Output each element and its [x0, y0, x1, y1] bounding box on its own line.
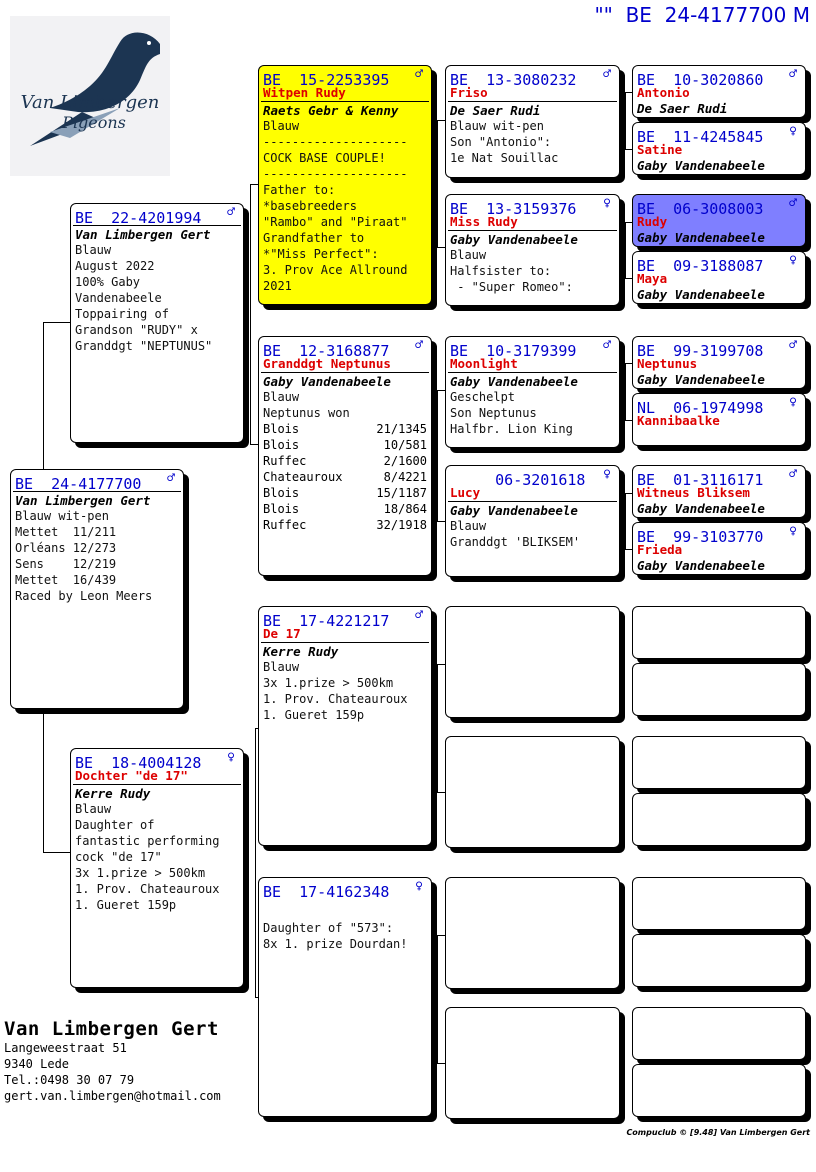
- connector: [437, 935, 438, 1063]
- footer-credit: Compuclub © [9.48] Van Limbergen Gert: [626, 1128, 810, 1137]
- connector: [625, 222, 626, 278]
- race-place: Blois: [263, 486, 300, 500]
- race-result-row: [263, 485, 427, 501]
- ring-number: BE 24-4177700: [15, 475, 142, 493]
- ring-number: BE 99-3199708: [637, 342, 764, 360]
- race-place: Ruffec: [263, 454, 307, 468]
- g-card-antonio[interactable]: [632, 65, 806, 118]
- empty-pedigree-card[interactable]: [632, 877, 806, 930]
- male-icon: ♂: [603, 67, 611, 82]
- connector: [625, 92, 632, 93]
- empty-pedigree-card[interactable]: [445, 877, 620, 989]
- connector: [625, 278, 632, 279]
- connector: [437, 120, 445, 121]
- info-line: cock "de 17": [75, 850, 162, 864]
- info-line: "Rambo" and "Piraat": [263, 215, 408, 229]
- breeder-name: Van Limbergen Gert: [75, 227, 211, 242]
- maternal-grandmother-card[interactable]: [258, 877, 432, 1117]
- pigeon-name: Witpen Rudy: [263, 86, 346, 100]
- owner-email[interactable]: gert.van.limbergen@hotmail.com: [4, 1089, 221, 1103]
- ring-number: BE 13-3159376: [450, 200, 577, 218]
- info-line: 1. Gueret 159p: [75, 898, 177, 912]
- male-icon: ♂: [415, 608, 423, 623]
- race-score: 15/1187: [376, 486, 427, 500]
- info-line: 3x 1.prize > 500km: [75, 866, 206, 880]
- owner-city: 9340 Lede: [4, 1057, 70, 1071]
- race-result-row: [263, 469, 427, 485]
- pigeon-name: Frieda: [637, 543, 683, 557]
- info-line: Raced by Leon Meers: [15, 589, 153, 603]
- info-line: Blauw: [263, 119, 300, 133]
- owner-street: Langeweestraat 51: [4, 1041, 127, 1055]
- connector: [625, 493, 632, 494]
- pigeon-name: Antonio: [637, 86, 690, 100]
- g-card-kannibaalke[interactable]: [632, 393, 806, 446]
- pigeon-name: Granddgt Neptunus: [263, 357, 391, 371]
- pigeon-name: Witneus Bliksem: [637, 486, 750, 500]
- ring-number: BE 01-3116171: [637, 471, 764, 489]
- ring-number: BE 17-4221217: [263, 612, 390, 630]
- breeder-name: Gaby Vandenabeele: [450, 374, 578, 389]
- info-line: 8x 1. prize Dourdan!: [263, 937, 408, 951]
- breeder-name: Gaby Vandenabeele: [637, 558, 765, 573]
- info-line: 100% Gaby: [75, 275, 141, 289]
- connector: [437, 792, 445, 793]
- logo-text-line2: Pigeons: [62, 113, 126, 132]
- race-place: Ruffec: [263, 518, 307, 532]
- info-line: Granddgt 'BLIKSEM': [450, 535, 581, 549]
- g-card-frieda[interactable]: [632, 522, 806, 575]
- ring-number: BE 99-3103770: [637, 528, 764, 546]
- breeder-name: Gaby Vandenabeele: [637, 158, 765, 173]
- info-line: Blauw: [263, 660, 300, 674]
- info-line: Blauw: [450, 519, 487, 533]
- info-line: Father to:: [263, 183, 336, 197]
- male-icon: ♂: [167, 471, 175, 486]
- info-line: 3. Prov Ace Allround: [263, 263, 408, 277]
- pigeon-name: Friso: [450, 86, 488, 100]
- connector: [43, 322, 44, 470]
- connector: [43, 322, 70, 323]
- connector: [437, 390, 438, 521]
- female-icon: ♀: [603, 196, 611, 211]
- race-score: 21/1345: [376, 422, 427, 436]
- empty-pedigree-card[interactable]: [632, 663, 806, 716]
- info-line: August 2022: [75, 259, 155, 273]
- race-place: Chateauroux: [263, 470, 343, 484]
- mother-card[interactable]: [70, 748, 244, 988]
- ring-number: BE 09-3188087: [637, 257, 764, 275]
- race-result-row: [263, 501, 427, 517]
- race-result-row: [263, 421, 427, 437]
- pigeon-name: Satine: [637, 143, 683, 157]
- race-place: Blois: [263, 502, 300, 516]
- male-icon: ♂: [789, 67, 797, 82]
- male-icon: ♂: [415, 67, 423, 82]
- info-line: Son "Antonio":: [450, 135, 552, 149]
- info-line: Blauw: [75, 802, 112, 816]
- info-line: - "Super Romeo":: [450, 280, 573, 294]
- pigeon-name: Kannibaalke: [637, 414, 720, 428]
- info-line: fantastic performing: [75, 834, 220, 848]
- info-line: Halfsister to:: [450, 264, 552, 278]
- male-icon: ♂: [603, 338, 611, 353]
- race-score: 18/864: [383, 502, 427, 516]
- info-line: Geschelpt: [450, 390, 516, 404]
- pedigree-title: "" BE 24-4177700 M: [594, 3, 810, 27]
- info-line: Blauw wit-pen: [15, 509, 109, 523]
- logo-text-line1: Van Limbergen: [20, 92, 160, 113]
- info-line: Mettet 11/211: [15, 525, 117, 539]
- connector: [437, 664, 445, 665]
- female-icon: ♀: [789, 524, 797, 539]
- empty-pedigree-card[interactable]: [632, 736, 806, 789]
- paternal-grandmother-card[interactable]: [258, 336, 432, 576]
- info-line: 1e Nat Souillac: [450, 151, 559, 165]
- info-line: Blauw: [75, 243, 112, 257]
- connector: [625, 363, 626, 420]
- pigeon-name: Maya: [637, 272, 668, 286]
- ring-number: BE 15-2253395: [263, 71, 390, 89]
- g-card-rudy[interactable]: [632, 194, 806, 247]
- ring-number: BE 13-3080232: [450, 71, 577, 89]
- pigeon-name: Rudy: [637, 215, 668, 229]
- male-icon: ♂: [789, 338, 797, 353]
- g-card-maya[interactable]: [632, 251, 806, 304]
- female-icon: ♀: [603, 467, 611, 482]
- info-line: 3x 1.prize > 500km: [263, 676, 394, 690]
- breeder-name: Gaby Vandenabeele: [637, 230, 765, 245]
- ring-number: NL 06-1974998: [637, 399, 764, 417]
- ring-number: BE 10-3179399: [450, 342, 577, 360]
- info-line: Daughter of "573":: [263, 921, 394, 935]
- empty-pedigree-card[interactable]: [445, 1007, 620, 1119]
- info-line: Blauw: [450, 248, 487, 262]
- breeder-name: Gaby Vandenabeele: [263, 374, 391, 389]
- female-icon: ♀: [227, 750, 235, 765]
- pigeon-name: Moonlight: [450, 357, 518, 371]
- connector: [437, 120, 438, 247]
- pigeon-name: De 17: [263, 627, 301, 641]
- race-score: 2/1600: [383, 454, 427, 468]
- info-line: *"Miss Perfect":: [263, 247, 379, 261]
- owner-phone: Tel.:0498 30 07 79: [4, 1073, 135, 1087]
- ring-number: BE 11-4245845: [637, 128, 764, 146]
- connector: [437, 390, 445, 391]
- owner-name: Van Limbergen Gert: [4, 1018, 219, 1040]
- empty-pedigree-card[interactable]: [632, 793, 806, 846]
- race-result-row: [263, 517, 427, 533]
- info-line: Orléans 12/273: [15, 541, 117, 555]
- info-line: Toppairing of: [75, 307, 169, 321]
- info-line: 1. Prov. Chateauroux: [263, 692, 408, 706]
- connector: [625, 420, 632, 421]
- owner-info: [4, 1018, 221, 1104]
- club-logo: [10, 16, 170, 176]
- connector: [625, 222, 632, 223]
- info-line: --------------------: [263, 167, 408, 181]
- male-icon: ♂: [789, 467, 797, 482]
- breeder-name: Gaby Vandenabeele: [637, 372, 765, 387]
- ring-number: BE 10-3020860: [637, 71, 764, 89]
- connector: [250, 184, 258, 185]
- info-line: Grandfather to: [263, 231, 365, 245]
- female-icon: ♀: [789, 395, 797, 410]
- male-icon: ♂: [415, 338, 423, 353]
- breeder-name: Kerre Rudy: [75, 786, 151, 801]
- info-line: Neptunus won: [263, 406, 350, 420]
- ring-number: 06-3201618: [450, 471, 586, 489]
- empty-pedigree-card[interactable]: [445, 736, 620, 848]
- connector: [625, 149, 632, 150]
- male-icon: ♂: [789, 196, 797, 211]
- female-icon: ♀: [789, 124, 797, 139]
- pigeon-name: Lucy: [450, 486, 481, 500]
- connector: [43, 852, 70, 853]
- info-line: Blauw: [263, 390, 300, 404]
- breeder-name: Gaby Vandenabeele: [637, 501, 765, 516]
- breeder-name: De Saer Rudi: [450, 103, 541, 118]
- connector: [250, 184, 251, 444]
- connector: [437, 1063, 445, 1064]
- ggm-card-lucy[interactable]: [445, 465, 620, 577]
- connector: [437, 664, 438, 792]
- ring-number: BE 22-4201994: [75, 209, 202, 227]
- breeder-name: Gaby Vandenabeele: [450, 232, 578, 247]
- empty-pedigree-card[interactable]: [632, 1064, 806, 1117]
- g-card-witneus-bliksem[interactable]: [632, 465, 806, 518]
- connector: [625, 493, 626, 549]
- race-score: 10/581: [383, 438, 427, 452]
- ring-number: BE 06-3008003: [637, 200, 764, 218]
- info-line: Halfbr. Lion King: [450, 422, 573, 436]
- connector: [625, 363, 632, 364]
- info-line: COCK BASE COUPLE!: [263, 151, 386, 165]
- empty-pedigree-card[interactable]: [632, 1007, 806, 1060]
- connector: [255, 728, 256, 997]
- info-line: Blauw wit-pen: [450, 119, 544, 133]
- connector: [437, 935, 445, 936]
- race-place: Blois: [263, 438, 300, 452]
- breeder-name: Van Limbergen Gert: [15, 493, 151, 508]
- female-icon: ♀: [415, 879, 423, 894]
- ggf-card-friso[interactable]: [445, 65, 620, 178]
- ring-number: BE 17-4162348: [263, 883, 390, 901]
- male-icon: ♂: [227, 205, 235, 220]
- info-line: Granddgt "NEPTUNUS": [75, 339, 213, 353]
- connector: [625, 92, 626, 149]
- connector: [437, 521, 445, 522]
- breeder-name: Gaby Vandenabeele: [450, 503, 578, 518]
- breeder-name: Raets Gebr & Kenny: [263, 103, 399, 118]
- pigeon-logo-icon: [10, 16, 170, 176]
- breeder-name: De Saer Rudi: [637, 101, 728, 116]
- g-card-satine[interactable]: [632, 122, 806, 175]
- maternal-grandfather-card[interactable]: [258, 606, 432, 846]
- pigeon-name: Neptunus: [637, 357, 698, 371]
- race-score: 8/4221: [383, 470, 427, 484]
- ring-number: BE 12-3168877: [263, 342, 390, 360]
- race-score: 32/1918: [376, 518, 427, 532]
- ring-number: BE 18-4004128: [75, 754, 202, 772]
- info-line: 1. Gueret 159p: [263, 708, 365, 722]
- breeder-name: Gaby Vandenabeele: [637, 287, 765, 302]
- info-line: Mettet 16/439: [15, 573, 117, 587]
- breeder-name: Kerre Rudy: [263, 644, 339, 659]
- connector: [625, 549, 632, 550]
- race-result-row: [263, 453, 427, 469]
- connector: [43, 710, 44, 852]
- race-result-row: [263, 437, 427, 453]
- female-icon: ♀: [789, 253, 797, 268]
- connector: [250, 444, 258, 445]
- g-card-neptunus[interactable]: [632, 336, 806, 389]
- father-card[interactable]: [70, 203, 244, 443]
- info-line: Grandson "RUDY" x: [75, 323, 198, 337]
- race-place: Blois: [263, 422, 300, 436]
- empty-pedigree-card[interactable]: [445, 606, 620, 718]
- ggm-card-miss-rudy[interactable]: [445, 194, 620, 306]
- pigeon-name: Dochter "de 17": [75, 769, 188, 783]
- ggf-card-moonlight[interactable]: [445, 336, 620, 448]
- paternal-grandfather-card[interactable]: [258, 65, 432, 305]
- pigeon-name: Miss Rudy: [450, 215, 518, 229]
- empty-pedigree-card[interactable]: [632, 934, 806, 987]
- info-line: 2021: [263, 279, 292, 293]
- info-line: Daughter of: [75, 818, 155, 832]
- empty-pedigree-card[interactable]: [632, 606, 806, 659]
- info-line: Vandenabeele: [75, 291, 162, 305]
- connector: [437, 247, 445, 248]
- info-line: *basebreeders: [263, 199, 357, 213]
- info-line: Son Neptunus: [450, 406, 537, 420]
- info-line: --------------------: [263, 135, 408, 149]
- subject-pigeon-card[interactable]: [10, 469, 184, 709]
- info-line: Sens 12/219: [15, 557, 117, 571]
- info-line: 1. Prov. Chateauroux: [75, 882, 220, 896]
